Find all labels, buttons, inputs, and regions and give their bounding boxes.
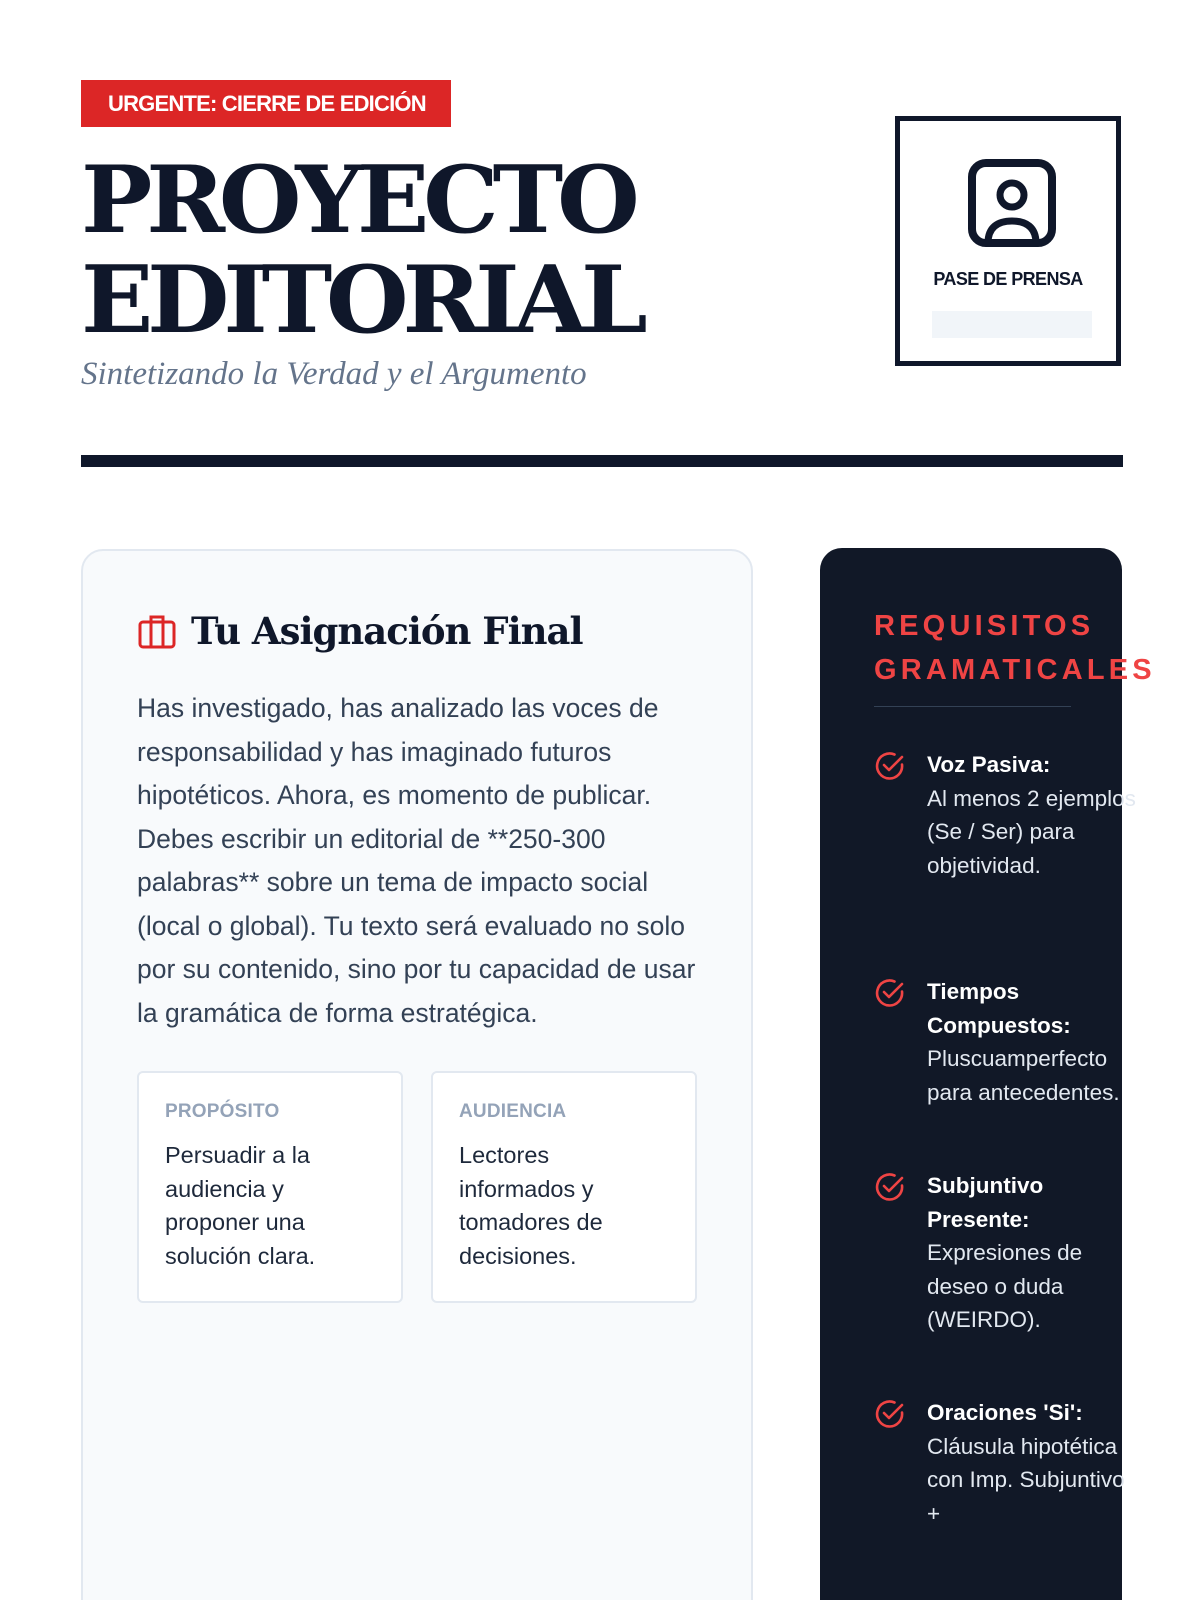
title-line-1: PROYECTO	[81, 145, 634, 254]
urgent-badge: URGENTE: CIERRE DE EDICIÓN	[81, 80, 451, 127]
header-divider	[81, 455, 1123, 467]
requirements-panel	[820, 548, 1156, 1600]
requirement-term: Tiempos Compuestos:	[927, 979, 1071, 1038]
press-pass-bar	[932, 311, 1092, 338]
audience-text: Lectores informados y tomadores de decisiones.	[459, 1142, 603, 1269]
briefcase-icon	[137, 611, 177, 651]
requirement-text	[927, 1169, 1137, 1337]
requirement-term: Voz Pasiva:	[927, 752, 1051, 777]
requirement-text	[927, 975, 1137, 1109]
assignment-title: Tu Asignación Final	[191, 609, 583, 653]
assignment-body: Has investigado, has analizado las voces de responsabilidad y has imaginado futuros hipotéticos. Ahora, es momento de publicar. Debes escribir un editorial de **250-300 palabras** sobre un tema de impacto social (local o global). Tu texto será evaluado no solo por su contenido, sino por tu capacidad de usar la gramática de forma estratégica.	[137, 693, 696, 1028]
assignment-heading	[137, 609, 583, 653]
requirements-title-line-1: REQUISITOS	[874, 610, 1095, 642]
purpose-box	[137, 1071, 403, 1303]
audience-box	[431, 1071, 697, 1303]
requirement-text	[927, 748, 1137, 882]
requirement-desc: Al menos 2 ejemplos (Se / Ser) para objetividad.	[927, 785, 1136, 878]
id-badge-icon	[966, 157, 1058, 249]
requirement-text	[927, 1396, 1137, 1530]
requirement-desc: Cláusula hipotética con Imp. Subjuntivo +	[927, 1433, 1125, 1526]
check-circle-icon	[874, 1398, 906, 1430]
requirements-divider	[874, 706, 1071, 707]
purpose-text: Persuadir a la audiencia y proponer una solución clara.	[165, 1142, 316, 1269]
audience-label: AUDIENCIA	[459, 1101, 567, 1122]
check-circle-icon	[874, 977, 906, 1009]
requirements-title	[874, 604, 1156, 692]
requirement-desc: Pluscuamperfecto para antecedentes.	[927, 1046, 1120, 1105]
page-title	[81, 145, 642, 354]
title-line-2: EDITORIAL	[81, 245, 642, 354]
press-pass-label: PASE DE PRENSA	[933, 269, 1083, 289]
press-pass-card	[895, 116, 1121, 366]
requirement-term: Subjuntivo Presente:	[927, 1173, 1044, 1232]
check-circle-icon	[874, 750, 906, 782]
purpose-label: PROPÓSITO	[165, 1101, 280, 1122]
requirement-desc: Expresiones de deseo o duda (WEIRDO).	[927, 1240, 1083, 1332]
assignment-card	[81, 549, 753, 1600]
page-subtitle: Sintetizando la Verdad y el Argumento	[81, 356, 587, 392]
requirements-title-line-2: GRAMATICALES	[874, 654, 1156, 686]
requirement-term: Oraciones 'Si':	[927, 1400, 1083, 1425]
check-circle-icon	[874, 1171, 906, 1203]
